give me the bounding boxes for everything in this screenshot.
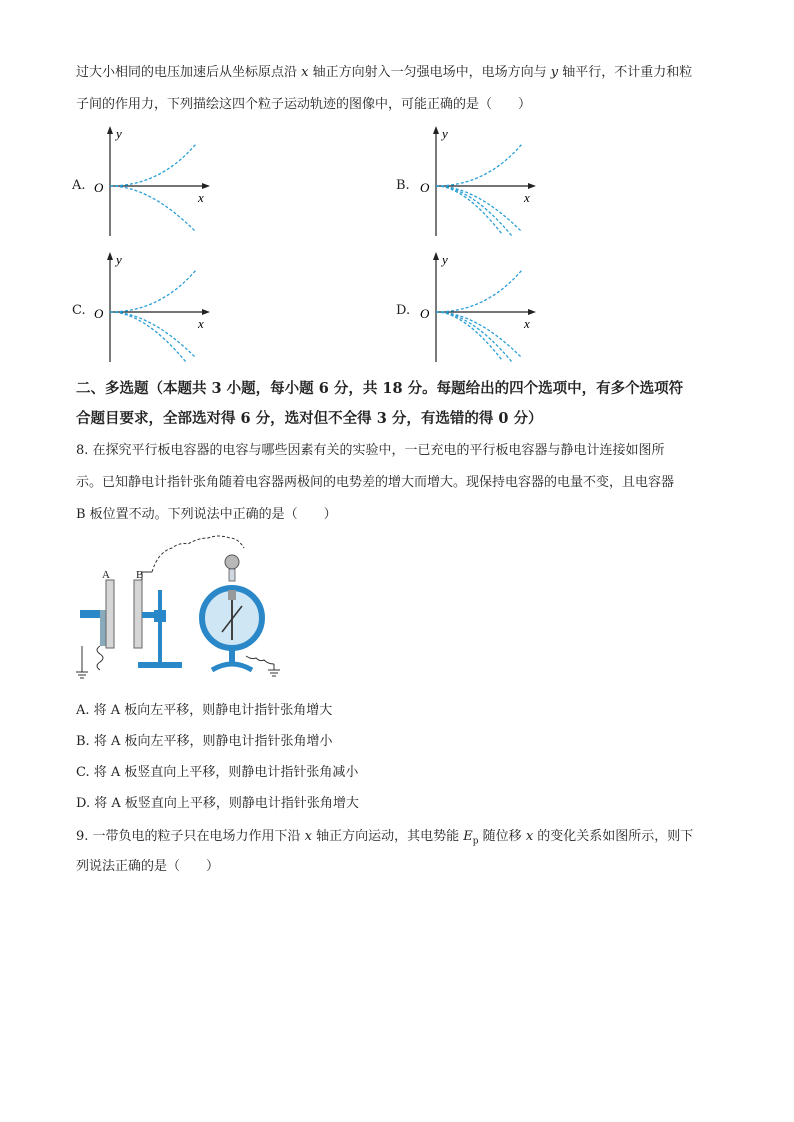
y-axis-label: y [442,126,448,141]
y-axis-label: y [442,252,448,267]
trajectory-down [436,186,502,234]
q7-option-a-graph [88,124,248,244]
x-axis-label: x [524,316,530,331]
y-axis-label: y [116,126,122,141]
x-axis-arrow [202,183,210,189]
section2-heading-line2: 合题目要求，全部选对得 6 分，选对但不全得 3 分，有选错的得 0 分） [76,410,543,427]
x-axis-label: x [198,190,204,205]
q7-option-d-label: D. [396,303,411,318]
plate-a [106,580,114,648]
q7-stem-line2: 子间的作用力，下列描绘这四个粒子运动轨迹的图像中，可能正确的是（ ） [76,97,532,112]
q7-option-b-graph [414,124,574,244]
trajectory-down [110,186,196,232]
origin-label: O [420,180,430,195]
q8-option-d: D. 将 A 板竖直向上平移，则静电计指针张角增大 [76,796,359,811]
trajectory-up [436,144,522,186]
plate-b-label: B [136,569,144,581]
origin-label: O [420,306,430,321]
y-axis-arrow [107,126,113,134]
plate-a-label: A [102,569,110,581]
x-axis-arrow [528,183,536,189]
q8-option-b: B. 将 A 板向左平移，则静电计指针张角增小 [76,734,333,749]
trajectory-down [110,312,196,358]
q7-option-c-graph [88,250,248,370]
y-axis-arrow [107,252,113,260]
q9-stem-line2: 列说法正确的是（ ） [76,859,220,874]
x-axis-arrow [202,309,210,315]
origin-label: O [94,180,104,195]
q8-option-a: A. 将 A 板向左平移，则静电计指针张角增大 [76,703,333,718]
plate-a-handle [80,610,102,618]
trajectory-down [110,312,186,362]
trajectory-down [436,186,512,236]
q8-stem-line3: B 板位置不动。下列说法中正确的是（ ） [76,507,337,522]
plate-b [134,580,142,648]
q7-option-d-graph [414,250,574,370]
trajectory-up [110,270,196,312]
q7-option-b-label: B. [396,178,410,193]
q7-option-c-label: C. [72,303,86,318]
q7-stem-line1: 过大小相同的电压加速后从坐标原点沿 x 轴正方向射入一匀强电场中，电场方向与 y 轴平行，不计重力和粒 [76,65,693,80]
q8-stem-line1: 8. 在探究平行板电容器的电容与哪些因素有关的实验中，一已充电的平行板电容器与静电计连接如图所 [76,443,665,458]
q8-stem-line2: 示。已知静电计指针张角随着电容器两极间的电势差的增大而增大。现保持电容器的电量不变，且电容器 [76,475,675,490]
y-axis-label: y [116,252,122,267]
trajectory-down [436,312,512,362]
x-axis-label: x [198,316,204,331]
section2-heading-line1: 二、多选题（本题共 3 小题，每小题 6 分，共 18 分。每题给出的四个选项中，有多个选项符 [76,380,684,397]
x-axis-arrow [528,309,536,315]
y-axis-arrow [433,126,439,134]
q8-option-c: C. 将 A 板竖直向上平移，则静电计指针张角减小 [76,765,359,780]
origin-label: O [94,306,104,321]
trajectory-down [436,312,502,360]
q9-stem-line1: 9. 一带负电的粒子只在电场力作用下沿 x 轴正方向运动，其电势能 $E_p$ 随位移 x 的变化关系如图所示，则下 [76,829,694,847]
trajectory-up [110,144,196,186]
y-axis-arrow [433,252,439,260]
trajectory-up [436,270,522,312]
x-axis-label: x [524,190,530,205]
q7-option-a-label: A. [72,178,86,193]
capacitor-electrometer-figure [72,528,292,688]
